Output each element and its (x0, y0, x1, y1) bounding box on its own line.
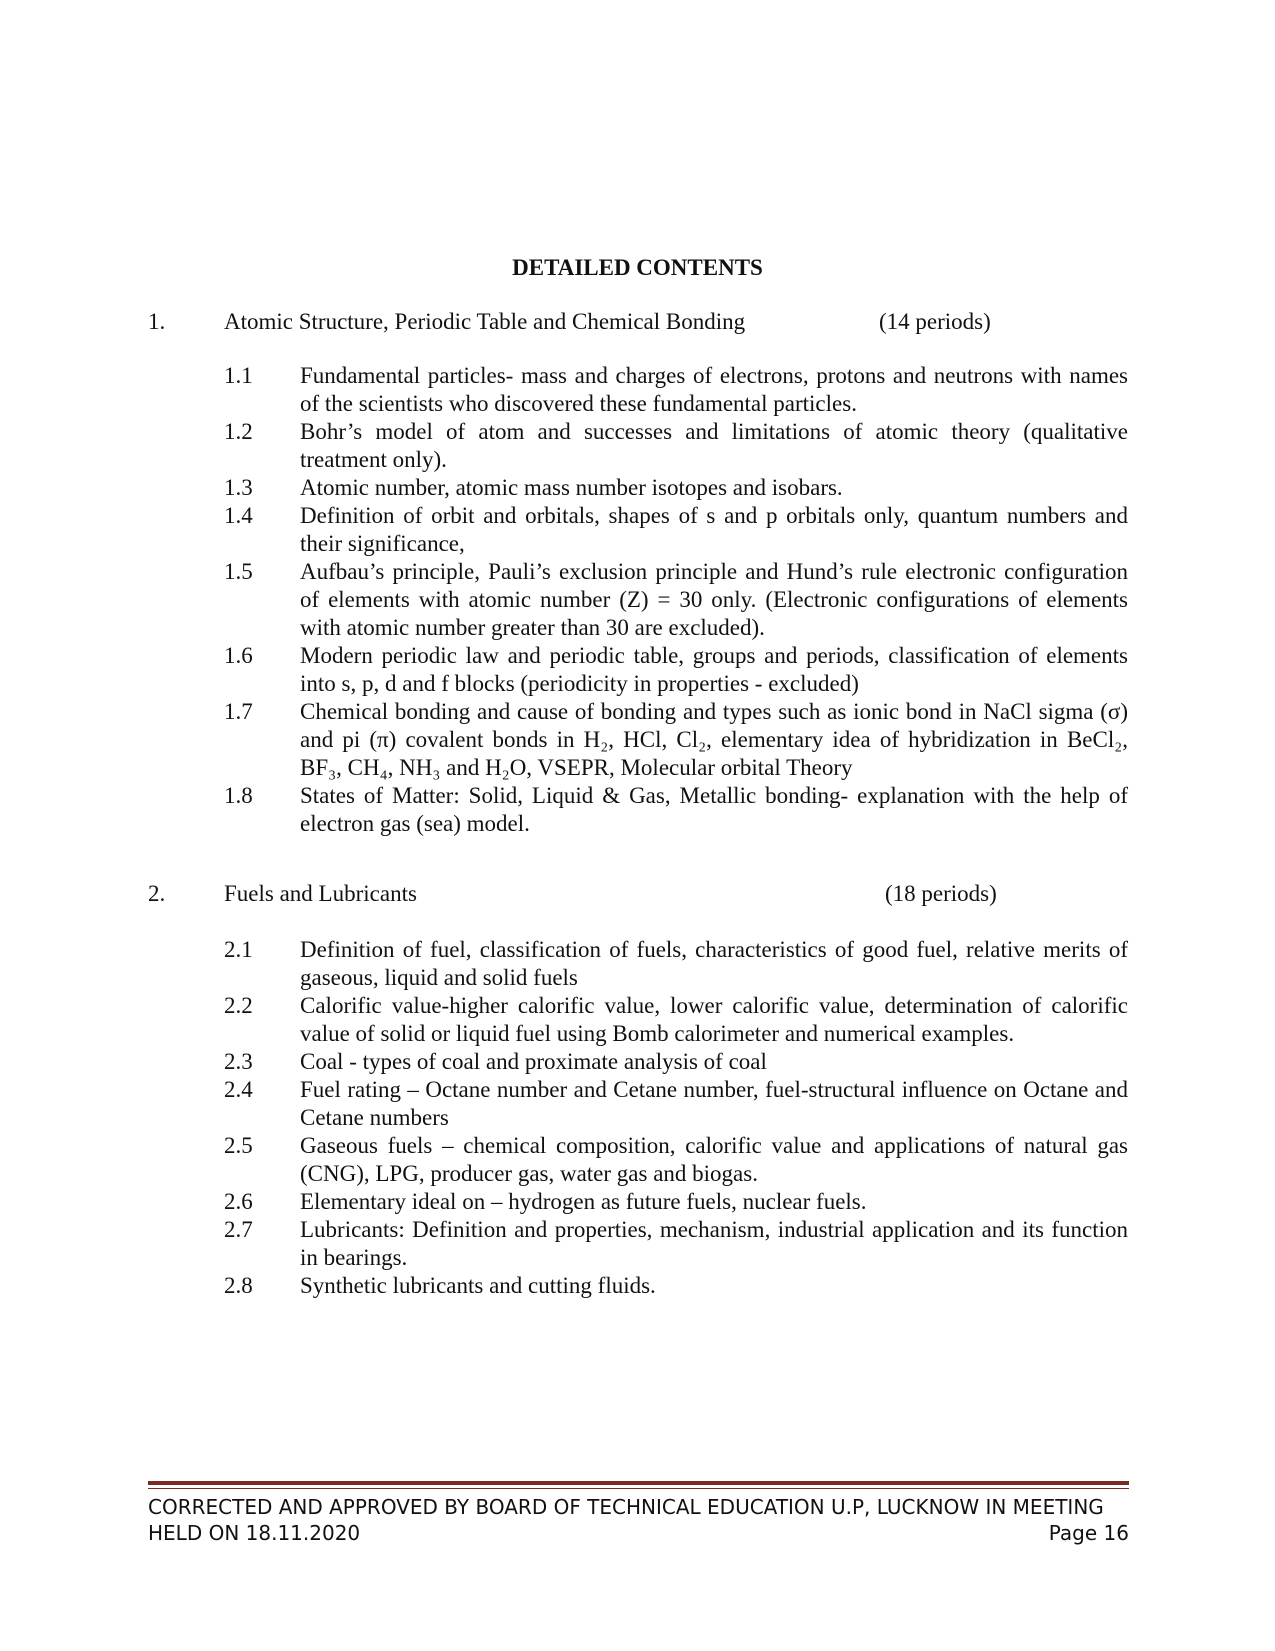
item-number: 2.3 (224, 1049, 253, 1074)
item-number: 2.1 (224, 937, 253, 962)
item-number: 1.8 (224, 783, 253, 808)
list-item (148, 936, 1128, 992)
item-number: 2.8 (224, 1273, 253, 1298)
list-item (148, 1272, 1128, 1300)
unit-number: 2. (148, 881, 166, 906)
list-item (148, 558, 1128, 642)
list-item (148, 362, 1128, 418)
item-number: 1.3 (224, 475, 253, 500)
item-text: Chemical bonding and cause of bonding and types such as ionic bond in NaCl sigma (σ) and pi (π) covalent bonds in H₂, HCl, Cl₂, elementary idea of hybridization in BeCl₂, BF₃, CH₄, NH₃ and H₂O, VSEPR, Molecular orbital Theory (300, 699, 1128, 780)
item-text: Fundamental particles- mass and charges of electrons, protons and neutrons with names of the scientists who discovered these fundamental particles. (300, 363, 1128, 416)
item-text: Modern periodic law and periodic table, groups and periods, classification of elements into s, p, d and f blocks (periodicity in properties - excluded) (300, 643, 1128, 696)
list-item (148, 1132, 1128, 1188)
footer-rule (148, 1481, 1129, 1485)
item-text: Aufbau’s principle, Pauli’s exclusion principle and Hund’s rule electronic configuration of elements with atomic number (Z) = 30 only. (Electronic configurations of elements with atomic number greater than 30 are excluded). (300, 559, 1128, 640)
unit-periods: (14 periods) (879, 309, 991, 334)
footer-second-line (148, 1520, 1129, 1546)
item-number: 1.5 (224, 559, 253, 584)
list-item (148, 1188, 1128, 1216)
footer-meeting-date: HELD ON 18.11.2020 (148, 1521, 361, 1545)
item-text: Elementary ideal on – hydrogen as future fuels, nuclear fuels. (300, 1189, 867, 1214)
list-item (148, 502, 1128, 558)
item-number: 2.4 (224, 1077, 253, 1102)
page-number: Page 16 (1048, 1521, 1129, 1545)
item-number: 1.7 (224, 699, 253, 724)
item-number: 1.4 (224, 503, 253, 528)
item-number: 2.7 (224, 1217, 253, 1242)
list-item (148, 992, 1128, 1048)
item-text: Atomic number, atomic mass number isotopes and isobars. (300, 475, 843, 500)
unit-number: 1. (148, 309, 166, 334)
item-text: Definition of orbit and orbitals, shapes of s and p orbitals only, quantum numbers and their significance, (300, 503, 1128, 556)
list-item (148, 1048, 1128, 1076)
item-text: Lubricants: Definition and properties, mechanism, industrial application and its function in bearings. (300, 1217, 1128, 1270)
item-text: Gaseous fuels – chemical composition, calorific value and applications of natural gas (CNG), LPG, producer gas, water gas and biogas. (300, 1133, 1128, 1186)
item-number: 2.6 (224, 1189, 253, 1214)
footer-approval-line: CORRECTED AND APPROVED BY BOARD OF TECHNICAL EDUCATION U.P, LUCKNOW IN MEETING (148, 1495, 1104, 1519)
list-item (148, 1216, 1128, 1272)
list-item (148, 642, 1128, 698)
item-text: Calorific value-higher calorific value, lower calorific value, determination of calorific value of solid or liquid fuel using Bomb calorimeter and numerical examples. (300, 993, 1128, 1046)
unit-items-list (148, 362, 1128, 838)
item-text: Definition of fuel, classification of fuels, characteristics of good fuel, relative merits of gaseous, liquid and solid fuels (300, 937, 1128, 990)
footer-rule-thin (148, 1488, 1129, 1489)
page-title: DETAILED CONTENTS (512, 255, 763, 280)
item-number: 1.6 (224, 643, 253, 668)
list-item (148, 474, 1128, 502)
list-item (148, 698, 1128, 782)
unit-title: Atomic Structure, Periodic Table and Chemical Bonding (224, 309, 746, 334)
page-footer (148, 1494, 1129, 1546)
list-item (148, 418, 1128, 474)
item-text: Synthetic lubricants and cutting fluids. (300, 1273, 656, 1298)
item-text: Fuel rating – Octane number and Cetane number, fuel-structural influence on Octane and Cetane numbers (300, 1077, 1128, 1130)
list-item (148, 1076, 1128, 1132)
unit-title: Fuels and Lubricants (224, 881, 417, 906)
item-text: Bohr’s model of atom and successes and limitations of atomic theory (qualitative treatment only). (300, 419, 1128, 472)
unit-items-list (148, 936, 1128, 1300)
unit-periods: (18 periods) (885, 881, 997, 906)
item-number: 1.1 (224, 363, 253, 388)
item-number: 2.5 (224, 1133, 253, 1158)
item-number: 2.2 (224, 993, 253, 1018)
list-item (148, 782, 1128, 838)
item-number: 1.2 (224, 419, 253, 444)
item-text: States of Matter: Solid, Liquid & Gas, Metallic bonding- explanation with the help of electron gas (sea) model. (300, 783, 1128, 836)
item-text: Coal - types of coal and proximate analysis of coal (300, 1049, 767, 1074)
